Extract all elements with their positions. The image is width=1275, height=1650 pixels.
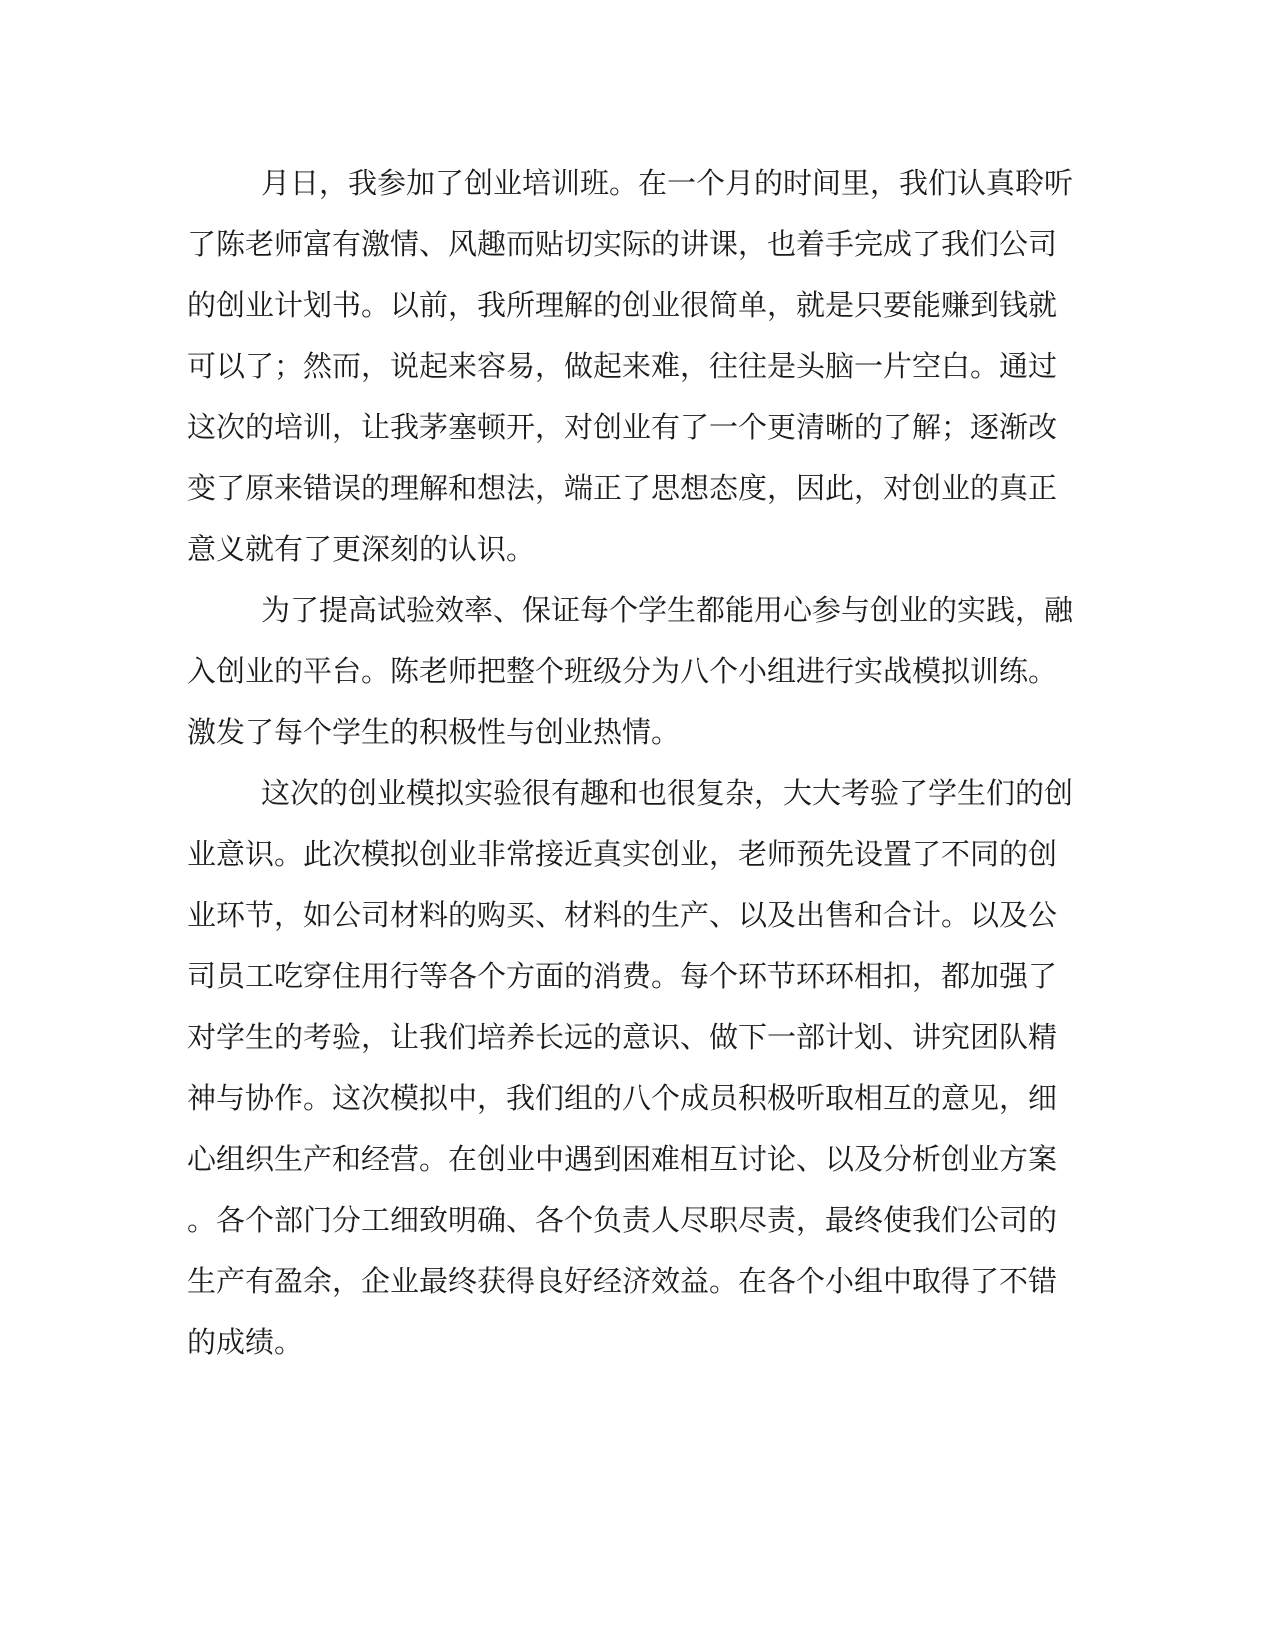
text-line: 可以了；然而，说起来容易，做起来难，往往是头脑一片空白。通过 — [187, 349, 1058, 383]
text-line: 这次的培训，让我茅塞顿开，对创业有了一个更清晰的了解；逐渐改 — [187, 410, 1058, 444]
text-line: 意义就有了更深刻的认识。 — [187, 532, 536, 566]
text-line: 神与协作。这次模拟中，我们组的八个成员积极听取相互的意见，细 — [187, 1081, 1058, 1115]
paragraph-1 — [187, 153, 1074, 580]
text-line: 。各个部门分工细致明确、各个负责人尽职尽责，最终使我们公司的 — [187, 1203, 1058, 1237]
text-line: 生产有盈余，企业最终获得良好经济效益。在各个小组中取得了不错 — [187, 1264, 1058, 1298]
paragraph-3 — [187, 763, 1074, 1373]
text-line: 业环节，如公司材料的购买、材料的生产、以及出售和合计。以及公 — [187, 898, 1058, 932]
text-line: 的成绩。 — [187, 1325, 304, 1359]
text-line: 入创业的平台。陈老师把整个班级分为八个小组进行实战模拟训练。 — [187, 654, 1058, 688]
text-line: 司员工吃穿住用行等各个方面的消费。每个环节环环相扣，都加强了 — [187, 959, 1058, 993]
text-line: 为了提高试验效率、保证每个学生都能用心参与创业的实践，融 — [261, 593, 1074, 627]
text-line: 这次的创业模拟实验很有趣和也很复杂，大大考验了学生们的创 — [261, 776, 1074, 810]
text-line: 对学生的考验，让我们培养长远的意识、做下一部计划、讲究团队精 — [187, 1020, 1058, 1054]
text-line: 月日，我参加了创业培训班。在一个月的时间里，我们认真聆听 — [261, 166, 1074, 200]
text-line: 的创业计划书。以前，我所理解的创业很简单，就是只要能赚到钱就 — [187, 288, 1058, 322]
text-line: 心组织生产和经营。在创业中遇到困难相互讨论、以及分析创业方案 — [187, 1142, 1058, 1176]
text-line: 激发了每个学生的积极性与创业热情。 — [187, 715, 681, 749]
text-line: 了陈老师富有激情、风趣而贴切实际的讲课，也着手完成了我们公司 — [187, 227, 1058, 261]
document-body — [187, 153, 1074, 1373]
text-line: 业意识。此次模拟创业非常接近真实创业，老师预先设置了不同的创 — [187, 837, 1058, 871]
paragraph-2 — [187, 580, 1074, 763]
text-line: 变了原来错误的理解和想法，端正了思想态度，因此，对创业的真正 — [187, 471, 1058, 505]
